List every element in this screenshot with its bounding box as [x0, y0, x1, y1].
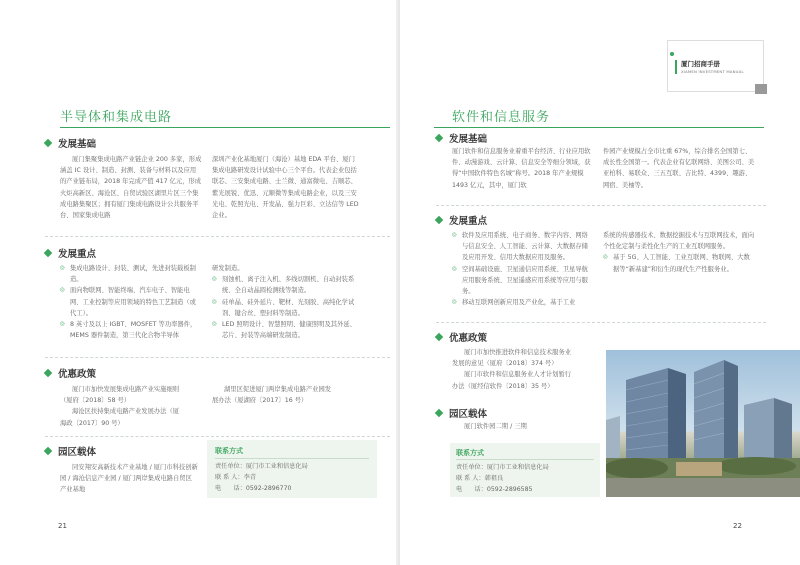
- list-item: 系统的传感器技术、数据挖掘技术与互联网技术，面向个性化定制与柔性化生产的工业互联网服务。: [603, 232, 755, 251]
- contact-person: 联 系 人：李青: [215, 474, 257, 481]
- contact-title: 联系方式: [215, 447, 243, 455]
- header-bar: [675, 60, 677, 74]
- left-focus-col1: [60, 263, 200, 341]
- left-base-col1: 厦门集聚集成电路产业链企业 200 多家，形成涵盖 IC 设计、制造、封测、装备与材料以及应用的产业链布局，2018 年完成产值 417 亿元，形成火炬高新区、海沧区、自贸试验区湖里片区三个集成电路集聚区；拥有厦门集成电路设计公共服务平台、国家集成电路: [60, 156, 202, 220]
- dot-icon: [670, 52, 674, 56]
- contact-person: 联 系 人：韩祖良: [456, 475, 504, 482]
- contact-phone: 电 话：0592-2896770: [215, 485, 292, 492]
- right-policy-heading: 优惠政策: [436, 330, 487, 344]
- right-section-title: 软件和信息服务: [452, 110, 551, 125]
- list-item: ◎ 集成电路设计、封装、测试，先进封装载板制造。: [60, 263, 200, 285]
- right-focus-col1: [452, 230, 593, 308]
- left-base-col2: 深圳产业化基地厦门（海沧）基地 EDA 平台、厦门集成电路研发设计试验中心三个平台。代表企业包括联芯、三安集成电路、士兰微、通富微电、吉顺芯、紫光展锐、优迅、元顺微等集成电路企业，以及三安光电、乾照光电、开发晶、强力巨彩、立达信等 LED 企业。: [212, 156, 359, 220]
- list-item: ◎ 基于 5G、人工智能、工业互联网、物联网、大数据等“新基建”和衍生的现代生产性服务业。: [603, 252, 755, 274]
- diamond-icon: [44, 249, 52, 257]
- diamond-icon: [435, 333, 443, 341]
- right-policy-text: 厦门市加快推进软件和信息技术服务业 发展的意见（厦府〔2018〕374 号） 厦门市软件和信息服务业人才计划暂行 办法（厦经信软件〔2018〕35 号）: [452, 349, 572, 390]
- divider: [45, 357, 390, 358]
- software-park-photo: [606, 350, 800, 497]
- left-focus-heading: 发展重点: [45, 246, 96, 260]
- list-item: ◎ 8 英寸及以上 IGBT、MOSFET 等功率器件，MEMS 器件制造，第三代化合物半导体: [60, 319, 200, 341]
- header-accent-block: [755, 84, 767, 94]
- left-section-divider: [60, 127, 390, 128]
- left-base-heading: 发展基础: [45, 136, 96, 150]
- diamond-icon: [44, 139, 52, 147]
- header-subtitle: XIAMEN INVESTMENT MANUAL: [681, 69, 744, 74]
- list-item: ◎ 硅单晶、硅外延片、靶材、光刻胶、高纯化学试剂、键合丝、塑封料等制造。: [212, 297, 362, 319]
- left-park-text: 同安翔安高新技术产业基地 / 厦门市科技创新园 / 海沧信息产业园 / 厦门两岸集成电路自贸区产业基地: [60, 464, 198, 494]
- diamond-icon: [435, 409, 443, 417]
- contact-unit: 责任单位：厦门市工业和信息化局: [215, 463, 308, 470]
- right-base-col2: 件园产业规模占全市比重 67%，综合排名全国第七、成长性全国第一。代表企业有亿联网络、美图公司、美亚柏科、易联众、三五互联、吉比特、4399、趣游、网宿、美柚等。: [603, 148, 755, 189]
- left-policy-heading: 优惠政策: [45, 366, 96, 380]
- diamond-icon: [44, 369, 52, 377]
- list-item: ◎ 刻蚀机、离子注入机、多线切割机、自动封装系统、全自动晶圆检测线等制造。: [212, 274, 362, 296]
- right-section-divider: [434, 127, 764, 128]
- list-item: ◎ LED 照明设计、智慧照明、健康照明及其外延、芯片、封装等高端研发制造。: [212, 319, 362, 341]
- divider: [456, 459, 594, 460]
- divider: [215, 458, 369, 459]
- right-focus-col2: [603, 230, 755, 275]
- left-focus-col2: [212, 263, 362, 341]
- right-park-text: 厦门软件园二期 / 三期: [464, 423, 527, 430]
- building-illustration: [606, 350, 800, 497]
- left-park-heading: 园区载体: [45, 444, 96, 458]
- page-number: 21: [58, 522, 67, 530]
- list-item: ◎ 空间基础设施、卫星通信应用系统、卫星导航应用服务系统、卫星遥感应用系统等应用与服务。: [452, 264, 593, 298]
- right-contact-box: [450, 443, 600, 497]
- left-policy-col2: 湖里区促进厦门两岸集成电路产业园发 展办法（厦湖府〔2017〕16 号）: [212, 386, 332, 405]
- right-park-heading: 园区载体: [436, 406, 487, 420]
- right-base-col1: 厦门软件和信息服务业着重平台经济、行业应用软件、动漫游戏、云计算、信息安全等细分领域，获得“中国软件特色名城”称号。2018 年产业规模 1493 亿元，其中，厦门软: [452, 148, 591, 189]
- diamond-icon: [435, 134, 443, 142]
- left-policy-col1: 厦门市加快发展集成电路产业实施细则 （厦府〔2018〕58 号） 海沧区扶持集成电路产业发展办法（厦 海政〔2017〕90 号）: [60, 386, 180, 427]
- list-item: ◎ 移动互联网创新应用及产业化，基于工业: [452, 297, 593, 308]
- contact-phone: 电 话：0592-2896585: [456, 486, 533, 493]
- contact-title: 联系方式: [456, 449, 484, 457]
- right-focus-heading: 发展重点: [436, 213, 487, 227]
- right-page: [400, 0, 800, 565]
- list-item: 研发制造。: [212, 265, 244, 272]
- left-section-title: 半导体和集成电路: [60, 110, 173, 125]
- right-base-heading: 发展基础: [436, 131, 487, 145]
- divider: [45, 236, 390, 237]
- diamond-icon: [44, 447, 52, 455]
- header-title: 厦门招商手册: [681, 60, 720, 68]
- divider: [45, 436, 390, 437]
- page-number: 22: [733, 522, 742, 530]
- divider: [436, 322, 766, 323]
- left-contact-box: [207, 440, 377, 498]
- divider: [436, 205, 766, 206]
- left-page: [0, 0, 398, 565]
- diamond-icon: [435, 216, 443, 224]
- contact-unit: 责任单位：厦门市工业和信息化局: [456, 464, 549, 471]
- list-item: ◎ 面向物联网、智能终端、汽车电子、智能电网、工业控制等应用领域的特色工艺制造（或代工）。: [60, 285, 200, 319]
- list-item: ◎ 软件及应用系统、电子商务、数字内容、网络与信息安全、人工智能、云计算、大数据存储及应用开发、信用大数据应用及服务。: [452, 230, 593, 264]
